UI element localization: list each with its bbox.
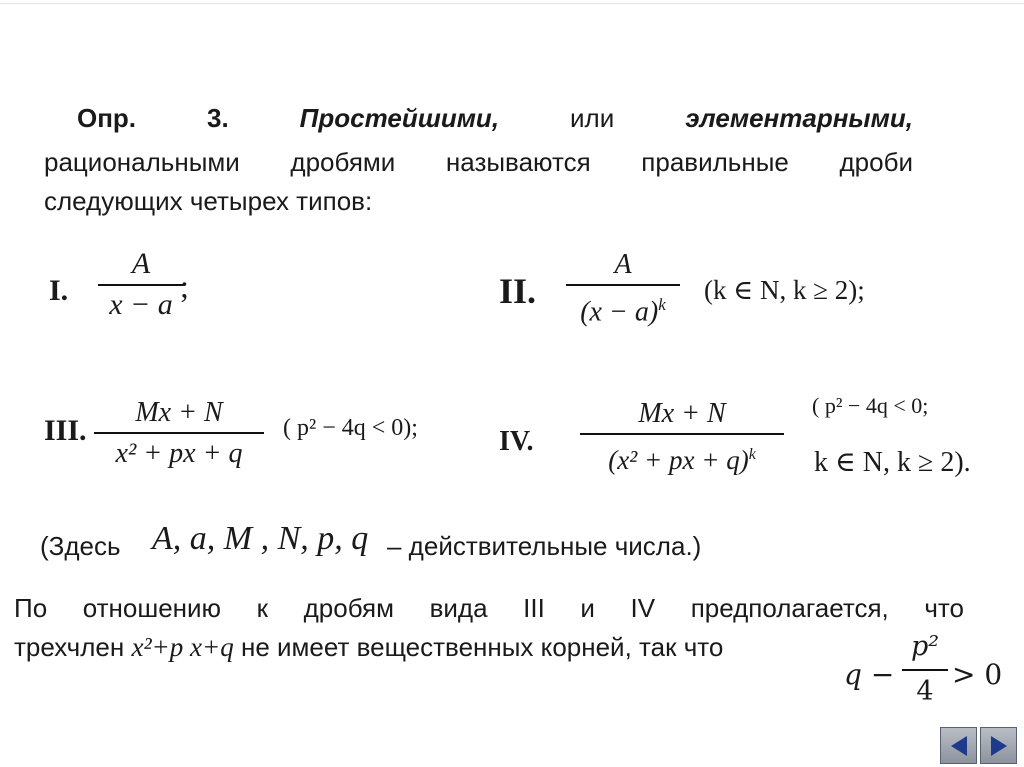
inequality-fraction (902, 628, 948, 713)
paragraph-line-1: По отношению к дробям вида III и IV предполагается, что (14, 593, 964, 623)
type-1-label: I. (49, 274, 69, 307)
term-prostejshimi: Простейшими, (299, 103, 500, 133)
inequality-numerator: p² (910, 631, 940, 662)
type-1-numerator: A (131, 247, 151, 280)
type-3-label: III. (44, 414, 87, 447)
term-elementarnymi: элементарными, (685, 103, 913, 133)
type-4-condition-1: ( p² − 4q < 0; (812, 393, 929, 418)
paragraph-line-2: трехчлен x²+p x+q не имеет вещественных корней, так что (14, 632, 724, 662)
triangle-left-icon (947, 734, 971, 758)
inequality-lhs: q − (844, 658, 895, 691)
top-divider (0, 3, 1024, 4)
word-or: или (570, 103, 615, 133)
type-3-numerator: Mx + N (135, 397, 223, 428)
type-4-fraction (580, 397, 784, 480)
type-4-label: IV. (499, 426, 534, 457)
triangle-right-icon (987, 734, 1011, 758)
type-2-fraction (566, 248, 680, 331)
type-2-label: II. (499, 271, 537, 311)
type-3-condition: ( p² − 4q < 0); (283, 415, 418, 441)
inequality-denominator: 4 (916, 676, 934, 707)
definition-line-1 (77, 101, 913, 135)
trinomial: x²+p x+q (131, 632, 234, 662)
type-3-denominator: x² + px + q (115, 438, 243, 469)
type-1-fraction (98, 246, 184, 324)
type-4-numerator: Mx + N (638, 398, 726, 429)
type-4-denominator: (x² + px + q)$^k$ (608, 445, 756, 475)
type-1-denominator: x − a (109, 288, 173, 321)
type-4-condition-2: k ∈ N, k ≥ 2). (814, 447, 971, 478)
definition-line-3: следующих четырех типов: (44, 186, 373, 216)
type-2-numerator: A (614, 249, 632, 280)
type-2-condition: (k ∈ N, k ≥ 2); (704, 275, 865, 305)
type-2-denominator: $(x - a)^k$ (580, 295, 666, 328)
definition-line-2: рациональными дробями называются правильные дроби (44, 147, 913, 177)
next-slide-button[interactable] (980, 727, 1017, 764)
note-open: (Здесь (40, 531, 121, 561)
type-3-fraction (94, 396, 264, 474)
inequality-rhs: > 0 (952, 658, 1003, 691)
note-variables: A, a, M , N, p, q (152, 520, 369, 557)
note-text: – действительные числа.) (387, 531, 702, 561)
previous-slide-button[interactable] (940, 727, 977, 764)
definition-label: Опр. 3. (77, 103, 229, 133)
inequality (844, 628, 1014, 718)
type-1-semicolon: ; (180, 268, 189, 304)
